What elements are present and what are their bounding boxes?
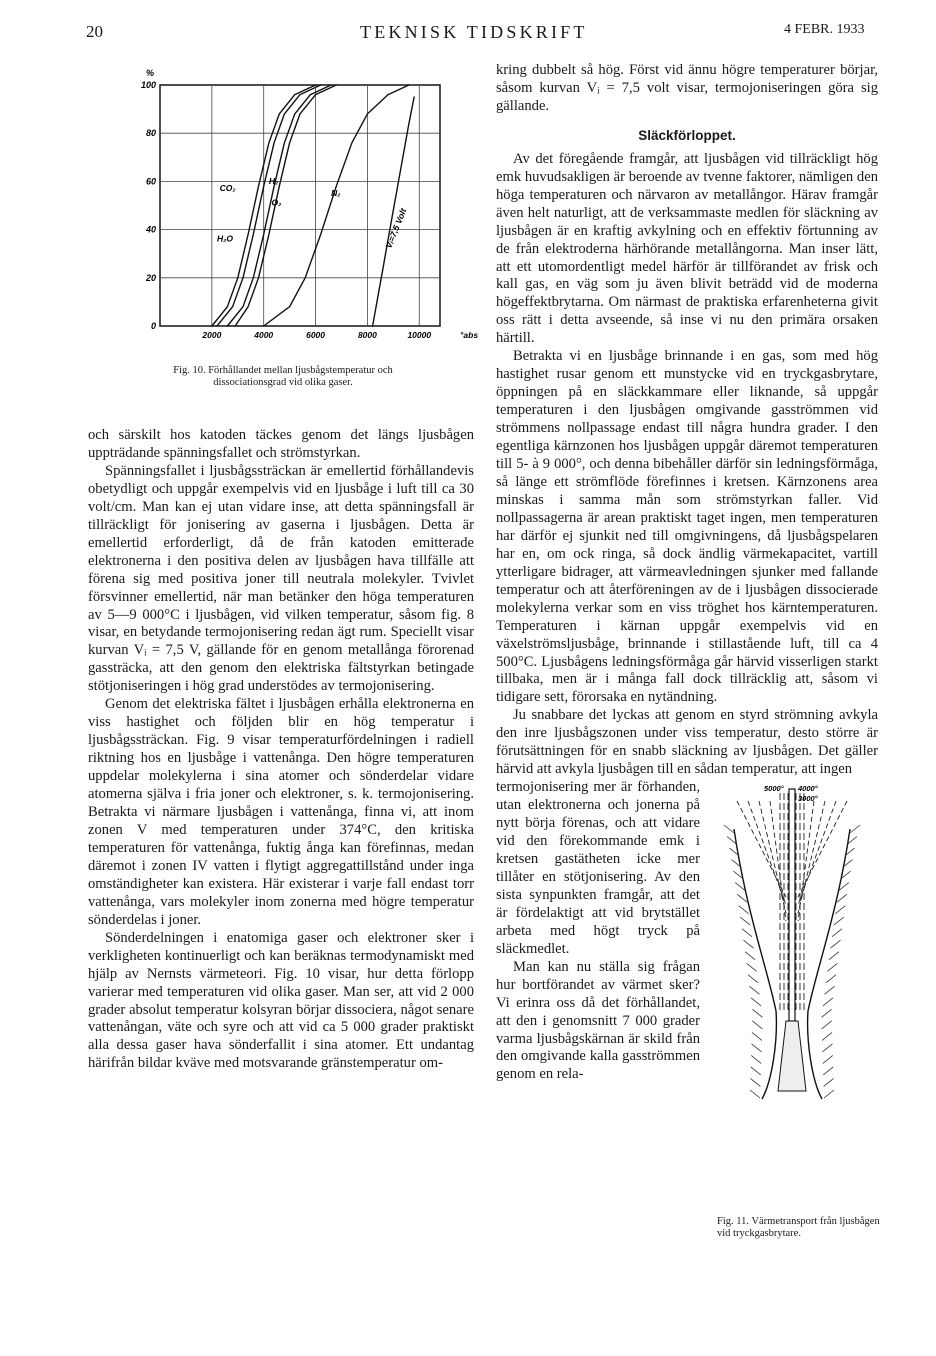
arc-core (789, 789, 795, 1021)
curve-label: O₂ (271, 197, 282, 208)
nozzle-group (724, 789, 860, 1099)
y-tick-label: 40 (145, 224, 156, 235)
x-tick-label: 10000 (407, 330, 432, 340)
chart-series (212, 85, 414, 326)
paragraph: Genom det elektriska fältet i ljusbågen erhålla elektronerna en viss hastighet och följden blir en hög temperatur i ljusbågssträckan. Fig. 9 visar temperaturfördelningen i radiell riktning hos en ljusbåge i vattenånga. Den högre temperaturen uppdelar molekylerna i sina atomer och sönderdelar vidare atomerna själva i fria joner och elektroner, s. k. termojonisering. Betrakta vi närmare ljusbågen i vattenånga, finna vi, att inom zonen V med temperaturen under 374°C, den kritiska temperaturen för vattenånga, fuktig ånga kan förefinnas, medan däremot i zonen IV vatten i flytigt aggregattillstånd under inga omständigheter kan existera. Här existerar i varje fall endast torr vattenånga, vars molekyler inom zonerna med högre temperatur sönderdelas i joner. (88, 696, 474, 928)
paragraph: och särskilt hos katoden täckes genom det längs ljusbågen uppträdande spänningsfallet och strömstyrkan. (88, 427, 474, 461)
hatch-line (742, 929, 752, 937)
hatch-line (834, 917, 844, 925)
hatch-line (752, 1010, 762, 1018)
hatch-line (822, 1044, 832, 1052)
hatch-line (752, 1033, 762, 1041)
hatch-line (748, 975, 758, 983)
y-tick-label: 0 (150, 321, 156, 331)
hatch-line (832, 929, 842, 937)
paragraph: termojonisering mer är förhanden, utan elektronerna och jonerna på nytt börja förenas, och att vidare vid den förekommande emk i kretsen gastätheten icke mer tillåter en stötjonisering. Av den sista synpunkten framgår, att det är fördelaktigt att vid brytstället arbeta med högt tryck på släckmedlet. (496, 779, 700, 957)
hatch-line (752, 1044, 762, 1052)
curve-label: H₂O (217, 233, 234, 244)
fig10-caption: Fig. 10. Förhållandet mellan ljusbågstemperatur och dissociationsgrad vid olika gaser. (173, 365, 393, 388)
hatch-line (724, 825, 734, 833)
paragraph: Betrakta vi en ljusbåge brinnande i en gas, som med hög hastighet rusar genom ett munstycke vid en tryckgasbrytare, öppningen på en släckkammare eller liknande, så uppgår temperaturen i den ljusbågen omgivande gasströmmen vid strömmens nollpassage endast till några hundra grader. I den egentliga kärnzonen hos ljusbågen uppgår däremot temperaturen till 5- à 9 000°, och denna bibehåller därför sin ledningsförmåga, så länge ett strömflöde förefinnes i kretsen. Kärnzonens area minskas i samma mån som strömstyrkan faller. Vid nollpassagerna är arean praktiskt taget ingen, men temperaturen har därför ej sjunkit ned till omgivningens, då ljusbågspelaren har en, om ock ringa, så dock ändlig värmekapacitet, vartill ytterligare bidrager, att värmeavledningen sjunker med fallande temperatur och att återföreningen av de i ljusbågen dissocierade molekylerna verkar som en viss tröghet hos kärntemperaturen. Temperaturen i kärnan uppgår exempelvis vid en växelströmsljusbåge, brinnande i stillastående luft, till ca 4 500°C. Ljusbågens ledningsförmåga går härvid visserligen starkt tillbaka, men är i många fall dock tillräcklig att, såsom vi tidigare sett, förorsaka en nytändning. (496, 348, 878, 706)
hatch-line (822, 1033, 832, 1041)
fig11-wrap (706, 781, 878, 1106)
hatch-line (737, 894, 747, 902)
chart-grid (160, 85, 440, 326)
paragraph: Ju snabbare det lyckas att genom en styrd strömning avkyla den inre ljusbågszonen under viss temperatur, desto större är förutsättningen för en snabb släckning av ljusbågen. Det gäller härvid att avkyla ljusbågen till en sådan temperatur, att ingen (496, 707, 878, 778)
y-unit-label: % (145, 68, 154, 78)
curve-O₂ (235, 85, 336, 326)
hatch-line (830, 940, 840, 948)
hatch-line (827, 963, 837, 971)
hatch-line (752, 1021, 762, 1029)
temperature-label: 5000° (764, 784, 784, 794)
x-tick-label: 4000 (254, 330, 274, 340)
hatch-line (823, 1056, 833, 1064)
paragraph: Av det föregående framgår, att ljusbågen vid tillräckligt hög emk huvudsakligen är beroende av tvenne faktorer, nämligen den höga temperaturen och närvaron av metallångor. Härav framgår även helt naturligt, att de verksammaste medlen för släckning av ljusbågen är en kraftig avkylning och en effektiv förtunning av de från elektroderna härhörande metallångorna. Man inser lätt, att ett utomordentligt medel härför är tillförandet av frisk och kall gas, en väg som ju även blivit beträdd vid de moderna högeffektbrytarna. Om närmast de praktiska erfarenheterna givit oss rätt i detta avseende, så inse vi nu den primära orsaken härtill. (496, 150, 878, 347)
y-tick-label: 100 (140, 80, 156, 90)
hatch-line (750, 986, 760, 994)
chart-frame (160, 85, 440, 326)
left-column (88, 427, 474, 1073)
paragraph: Spänningsfallet i ljusbågssträckan är emellertid förhållandevis obetydligt och uppgår exempelvis vid en ljusbåge i luft till ca 30 volt/cm. Man kan ej utan vidare inse, att detta spänningsfall är tillräckligt för jonisering av gaserna i ljusbågen. Detta är emellertid erforderligt, då de från katoden emitterade elektronerna i den positiva delen av ljusbågen hava tillfälle att förena sig med positiva joner till neutrala molekyler. Tvivlet försvinner emellertid, när man betänker den höga temperaturen av 5—9 000°C i ljusbågen, vid vilken temperatur, såsom fig. 8 visar, en betydande termojonisering redan ägt rum. Speciellt visar kurvan Vᵢ = 7,5 V, gällande för en genom metallånga förorenad gassträcka, att den genom den elektriska fältstyrkan betingade stötjoniseringen i hög grad understödes av termojonisering. (88, 462, 474, 695)
hatch-line (751, 1056, 761, 1064)
y-tick-label: 60 (145, 176, 156, 187)
fig11-caption: Fig. 11. Värmetransport från ljusbågen vid tryckgasbrytare. (717, 1216, 880, 1239)
hatch-line (751, 998, 761, 1006)
fig11-diagram (706, 781, 878, 1106)
page-number: 20 (86, 22, 103, 41)
temperature-label: 3000° (798, 794, 818, 804)
curve-label: H₂ (268, 175, 279, 186)
hatch-line (850, 825, 860, 833)
hatch-line (822, 1021, 832, 1029)
arc-column (778, 1021, 806, 1091)
x-tick-label: 2000 (202, 330, 222, 340)
hatch-line (739, 906, 749, 914)
fig10-chart (140, 60, 479, 350)
hatch-line (744, 940, 754, 948)
hatch-line (824, 1090, 834, 1098)
journal-title: TEKNISK TIDSKRIFT (360, 22, 588, 42)
paragraph: Man kan nu ställa sig frågan hur bortförandet av värmet sker? Vi erinra oss då det förhållandet, att den i genomsnitt 7 000 grader varma ljusbågskärnan är skild från den omgivande kalla gasströmmen genom en rela- (496, 958, 700, 1083)
hatch-line (822, 1010, 832, 1018)
right-column (496, 62, 878, 1106)
section-heading: Släckförloppet. (638, 127, 736, 143)
hatch-line (823, 998, 833, 1006)
hatch-line (750, 1079, 760, 1087)
x-tick-label: 8000 (357, 330, 377, 340)
x-tick-label: 6000 (306, 330, 326, 340)
hatch-line (824, 1079, 834, 1087)
curve-CO₂ (217, 85, 321, 326)
hatch-line (751, 1067, 761, 1075)
curve-label: N₂ (331, 187, 341, 198)
hatch-line (740, 917, 750, 925)
curve-label: Vᵢ=7,5 Volt (383, 206, 409, 250)
temperature-label: 4000° (798, 784, 818, 794)
x-unit-label: °abs (460, 330, 479, 340)
hatch-line (826, 975, 836, 983)
hatch-line (745, 952, 755, 960)
hatch-line (837, 894, 847, 902)
y-tick-label: 80 (145, 128, 156, 139)
hatch-line (747, 963, 757, 971)
paragraph: Sönderdelningen i enatomiga gaser och elektroner sker i verkligheten kontinuerligt och kan beräknas termodynamiskt med hjälp av Nernsts värmeteori. Fig. 10 visar, hur detta förlopp varierar med temperaturen vid olika gaser. Man ser, att vid 2 000 grader absolut temperatur kolsyran börjar dissociera, något senare vattenångan, väte och syre och att vid ca 5 000 grader praktiskt alla dessa gaser hava sönderfallit i sina atomer. Ett undantag härifrån bildar kväve med motsvarande gränstemperatur om- (88, 929, 474, 1072)
hatch-line (829, 952, 839, 960)
curve-label: CO₂ (219, 183, 236, 194)
y-tick-label: 20 (145, 272, 156, 283)
paragraph: kring dubbelt så hög. Först vid ännu högre temperaturer börjar, såsom kurvan Vᵢ = 7,5 volt visar, termojoniseringen göra sig gällande. (496, 62, 878, 114)
hatch-line (835, 906, 845, 914)
hatch-line (824, 986, 834, 994)
chart-labels (141, 68, 478, 340)
hatch-line (750, 1090, 760, 1098)
curve-N₂ (264, 85, 409, 326)
hatch-line (823, 1067, 833, 1075)
plot-border (160, 85, 440, 326)
issue-date: 4 FEBR. 1933 (784, 22, 865, 37)
